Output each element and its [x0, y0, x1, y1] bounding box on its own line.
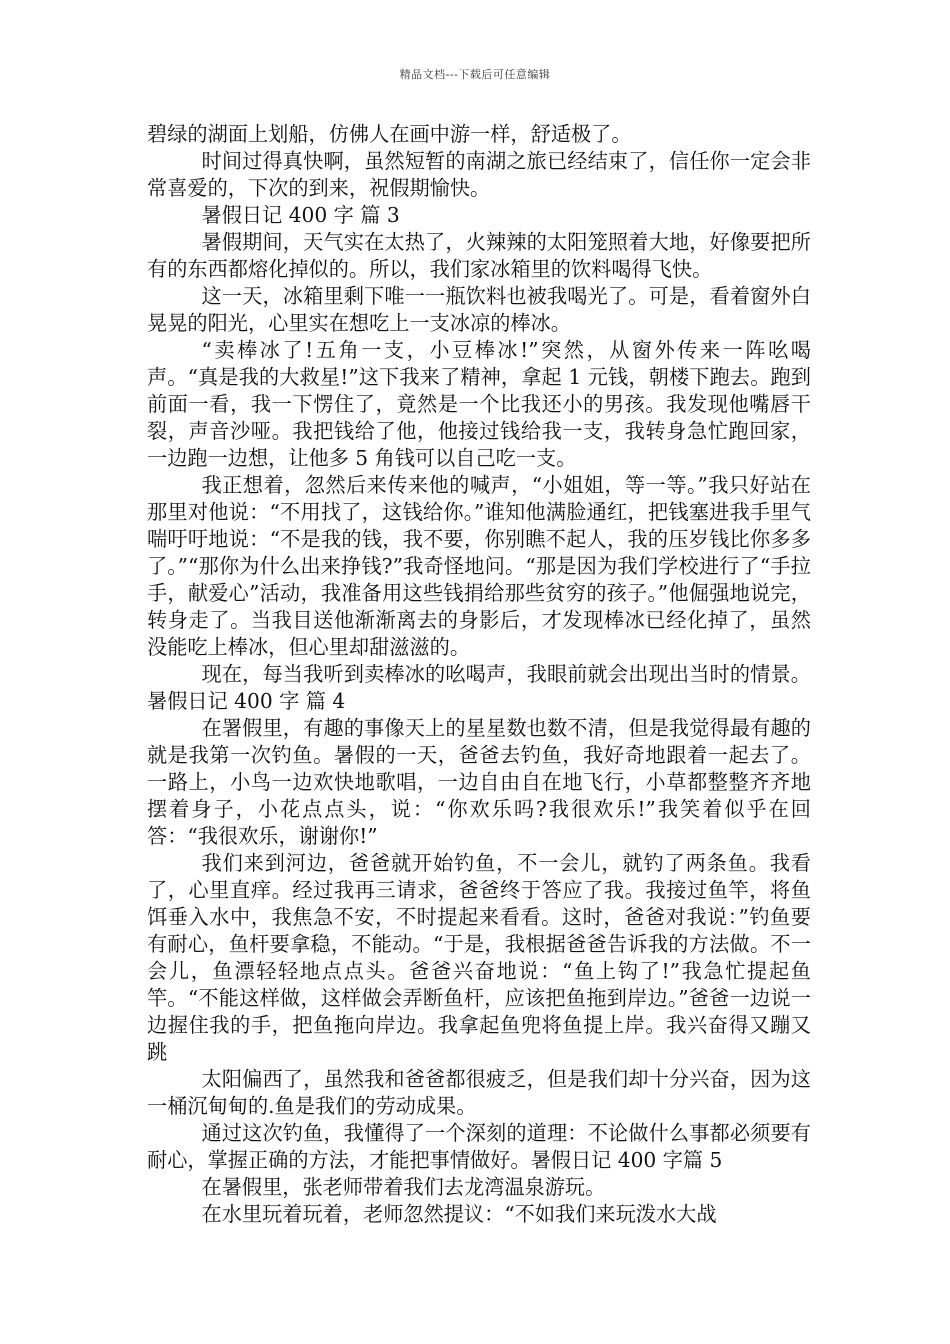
- paragraph: 碧绿的湖面上划船，仿佛人在画中游一样，舒适极了。: [147, 122, 632, 146]
- section-heading: 暑假日记 400 字 篇 3: [201, 203, 400, 227]
- paragraph: 我正想着，忽然后来传来他的喊声，“小姐姐，等一等。”我只好站在那里对他说：“不用找了，这钱给你。”谁知他满脸通红，把钱塞进我手里气喘吁吁地说：“不是我的钱，我不要，你别瞧不起人，我的压岁钱比你多多了。”“那你为什么出来挣钱?”我奇怪地问。“那是因为我们学校进行了“手拉手，献爱心”活动，我准备用这些钱捐给那些贫穷的孩子。”他倔强地说完，转身走了。当我目送他渐渐离去的身影后，才发现棒冰已经化掉了，虽然没能吃上棒冰，但心里却甜滋滋的。: [147, 473, 811, 659]
- paragraph: 通过这次钓鱼，我懂得了一个深刻的道理：不论做什么事都必须要有耐心，掌握正确的方法，才能把事情做好。暑假日记 400 字篇 5: [147, 1121, 811, 1172]
- paragraph: 时间过得真快啊，虽然短暂的南湖之旅已经结束了，信任你一定会非常喜爱的，下次的到来，祝假期愉快。: [147, 149, 811, 200]
- paragraph: “卖棒冰了!五角一支，小豆棒冰!”突然，从窗外传来一阵吆喝声。“真是我的大救星!”这下我来了精神，拿起 1 元钱，朝楼下跑去。跑到前面一看，我一下愣住了，竟然是一个比我还小的男孩。我发现他嘴唇干裂，声音沙哑。我把钱给了他，他接过钱给我一支，我转身急忙跑回家，一边跑一边想，让他多 5 角钱可以自己吃一支。: [147, 338, 811, 470]
- paragraph: 在署假里，有趣的事像天上的星星数也数不清，但是我觉得最有趣的就是我第一次钓鱼。暑假的一天，爸爸去钓鱼，我好奇地跟着一起去了。一路上，小鸟一边欢快地歌唱，一边自由自在地飞行，小草都整整齐齐地摆着身子，小花点点头，说：“你欢乐吗?我很欢乐!”我笑着似乎在回答：“我很欢乐，谢谢你!”: [147, 716, 811, 848]
- page-header: 精品文档---下载后可任意编辑: [399, 68, 551, 81]
- paragraph: 在水里玩着玩着，老师忽然提议：“不如我们来玩泼水大战: [201, 1202, 717, 1226]
- paragraph: 在暑假里，张老师带着我们去龙湾温泉游玩。: [201, 1175, 606, 1199]
- paragraph: 现在，每当我听到卖棒冰的吆喝声，我眼前就会出现出当时的情景。暑假日记 400 字 篇 4: [147, 662, 811, 713]
- paragraph: 暑假期间，天气实在太热了，火辣辣的太阳笼照着大地，好像要把所有的东西都熔化掉似的。所以，我们家冰箱里的饮料喝得飞快。: [147, 230, 811, 281]
- paragraph: 我们来到河边，爸爸就开始钓鱼，不一会儿，就钓了两条鱼。我看了，心里直痒。经过我再三请求，爸爸终于答应了我。我接过鱼竿，将鱼饵垂入水中，我焦急不安，不时提起来看看。这时，爸爸对我说：”钓鱼要有耐心，鱼杆要拿稳，不能动。“于是，我根据爸爸告诉我的方法做。不一会儿，鱼漂轻轻地点点头。爸爸兴奋地说：“鱼上钩了!”我急忙提起鱼竿。“不能这样做，这样做会弄断鱼杆，应该把鱼拖到岸边。”爸爸一边说一边握住我的手，把鱼拖向岸边。我拿起鱼兜将鱼提上岸。我兴奋得又蹦又跳: [147, 851, 811, 1064]
- document-body: [147, 121, 811, 1228]
- paragraph: 太阳偏西了，虽然我和爸爸都很疲乏，但是我们却十分兴奋，因为这一桶沉甸甸的.鱼是我们的劳动成果。: [147, 1067, 811, 1118]
- paragraph: 这一天，冰箱里剩下唯一一瓶饮料也被我喝光了。可是，看着窗外白晃晃的阳光，心里实在想吃上一支冰凉的棒冰。: [147, 284, 811, 335]
